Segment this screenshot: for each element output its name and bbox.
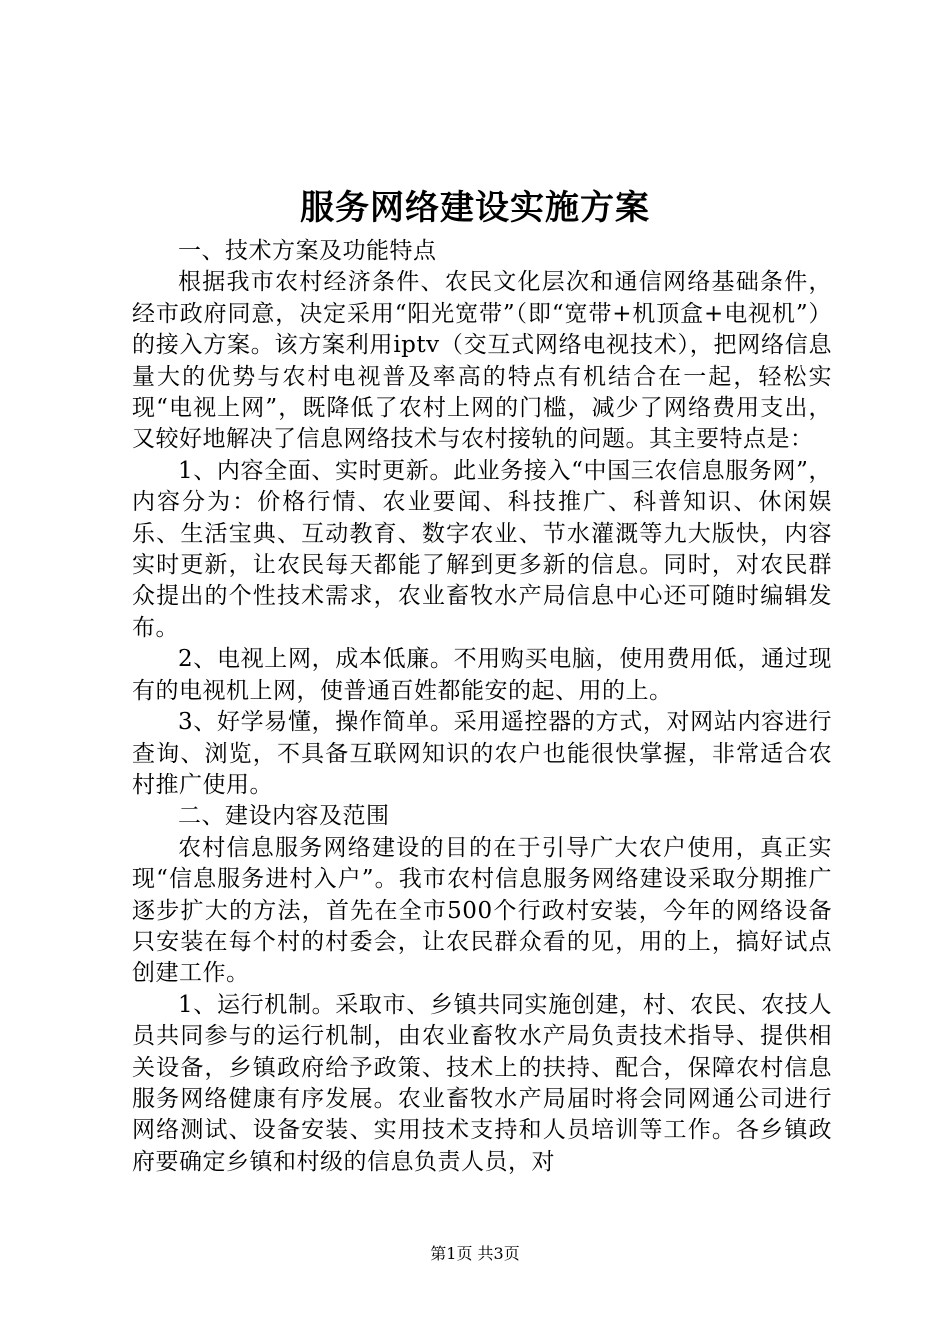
section-heading-1: 一、技术方案及功能特点 <box>178 238 437 264</box>
paragraph-scope: 农村信息服务网络建设的目的在于引导广大农户使用，真正实现“信息服务进村入户”。我市农村信息服务网络建设采取分期推广逐步扩大的方法，首先在全市500个行政村安装，今年的网络设备只安装在每个村的村委会，让农民群众看的见，用的上，搞好试点创建工作。 <box>132 834 832 987</box>
page-footer: 第1页 共3页 <box>430 1244 520 1263</box>
paragraph-feature-3: 3、好学易懂，操作简单。采用遥控器的方式，对网站内容进行查询、浏览，不具备互联网知识的农户也能很快掌握，非常适合农村推广使用。 <box>132 709 832 798</box>
document-title: 服务网络建设实施方案 <box>300 188 650 228</box>
paragraph-feature-1: 1、内容全面、实时更新。此业务接入“中国三农信息服务网”，内容分为：价格行情、农业要闻、科技推广、科普知识、休闲娱乐、生活宝典、互动教育、数字农业、节水灌溉等九大版快，内容实时更新，让农民每天都能了解到更多新的信息。同时，对农民群众提出的个性技术需求，农业畜牧水产局信息中心还可随时编辑发布。 <box>132 457 832 641</box>
document-body <box>132 236 832 1178</box>
paragraph-feature-2: 2、电视上网，成本低廉。不用购买电脑，使用费用低，通过现有的电视机上网，使普通百姓都能安的起、用的上。 <box>132 646 832 704</box>
paragraph-mechanism: 1、运行机制。采取市、乡镇共同实施创建，村、农民、农技人员共同参与的运行机制，由农业畜牧水产局负责技术指导、提供相关设备，乡镇政府给予政策、技术上的扶持、配合，保障农村信息服务网络健康有序发展。农业畜牧水产局届时将会同网通公司进行网络测试、设备安装、实用技术支持和人员培训等工作。各乡镇政府要确定乡镇和村级的信息负责人员，对 <box>132 991 832 1175</box>
section-heading-2: 二、建设内容及范围 <box>178 803 390 830</box>
paragraph-intro: 根据我市农村经济条件、农民文化层次和通信网络基础条件，经市政府同意，决定采用“阳光宽带”（即“宽带+机顶盒+电视机”）的接入方案。该方案利用iptv（交互式网络电视技术），把网络信息量大的优势与农村电视普及率高的特点有机结合在一起，轻松实现“电视上网”，既降低了农村上网的门槛，减少了网络费用支出，又较好地解决了信息网络技术与农村接轨的问题。其主要特点是： <box>132 269 832 453</box>
